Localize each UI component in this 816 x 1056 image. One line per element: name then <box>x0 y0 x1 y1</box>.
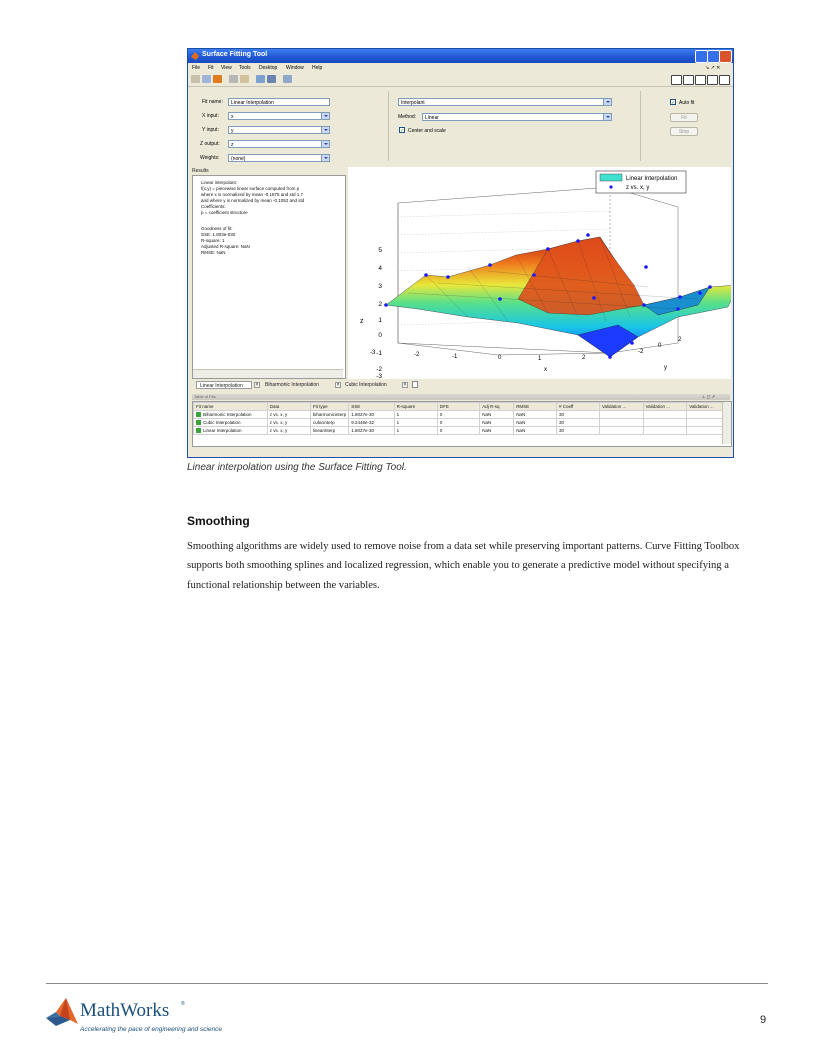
new-tab-icon[interactable] <box>412 381 418 388</box>
column-header[interactable]: Validation ... <box>643 403 687 411</box>
column-header[interactable]: # Coeff <box>556 403 599 411</box>
column-header[interactable]: Fit name <box>194 403 268 411</box>
center-scale-checkbox[interactable]: ✓ <box>400 128 405 134</box>
fit-status-icon <box>196 412 201 417</box>
table-cell: NaN <box>480 419 514 427</box>
y-input-select[interactable] <box>228 126 330 134</box>
results-line: where x is normalized by mean -0.1875 and std 1.7 <box>201 192 304 197</box>
results-line: Goodness of fit: <box>201 226 233 231</box>
chevron-down-icon <box>321 155 329 161</box>
method-select[interactable] <box>422 113 612 121</box>
column-header[interactable]: Validation ... <box>687 403 731 411</box>
x-tick: 1 <box>538 356 542 362</box>
auto-fit-label: Auto fit <box>679 100 695 106</box>
menu-file[interactable]: File <box>192 65 201 71</box>
y-axis-label: y <box>664 365 667 371</box>
table-of-fits-header <box>192 394 730 400</box>
matlab-app-icon <box>191 51 199 60</box>
fit-type-select[interactable] <box>398 98 612 106</box>
table-cell: biharmonicinterp <box>310 411 348 419</box>
fit-type-value: Interpolant <box>401 100 425 106</box>
table-cell: 1.8027e-30 <box>349 411 394 419</box>
table-cell: Cubic Interpolation <box>194 419 268 427</box>
undock-icon[interactable]: ↘ ↗ ✕ <box>705 65 721 71</box>
column-header[interactable]: Validation ... <box>599 403 643 411</box>
new-fit-icon[interactable] <box>191 75 200 83</box>
toolbar <box>188 73 733 87</box>
z-tick: 2 <box>378 301 382 308</box>
column-header[interactable]: RMSE <box>514 403 557 411</box>
weights-select[interactable] <box>228 154 330 162</box>
registered-mark: ® <box>181 1001 185 1007</box>
duplicate-fit-icon[interactable] <box>202 75 211 83</box>
table-header-row <box>194 403 731 411</box>
menu-desktop[interactable]: Desktop <box>259 65 278 71</box>
close-tab-icon[interactable]: × <box>403 382 407 388</box>
table-cell: 0 <box>437 427 479 435</box>
menu-tools[interactable]: Tools <box>239 65 251 71</box>
table-cell: 1 <box>394 427 437 435</box>
auto-fit-checkbox[interactable]: ✓ <box>671 100 676 106</box>
surface-fitting-tool-window <box>187 48 734 458</box>
results-line: and where y is normalized by mean -0.1052 and std <box>201 198 305 203</box>
legend-marker <box>609 185 612 188</box>
figure-caption: Linear interpolation using the Surface Fitting Tool. <box>187 462 407 473</box>
table-row[interactable] <box>194 419 731 427</box>
z-tick: 0 <box>378 332 382 339</box>
table-of-fits-title: Table of Fits <box>194 394 216 399</box>
tab-cubic-interpolation[interactable]: Cubic Interpolation <box>342 381 400 389</box>
z-tick: 1 <box>378 317 382 324</box>
weights-value: (none) <box>231 156 246 162</box>
z-tick: 3 <box>378 283 382 290</box>
z-tick: -3 <box>376 373 382 379</box>
results-line: Linear interpolant: <box>201 180 238 185</box>
surface-plot-icon[interactable] <box>213 75 222 83</box>
table-cell <box>599 427 643 435</box>
chevron-down-icon <box>603 114 611 120</box>
tile-columns-icon[interactable] <box>683 75 694 85</box>
x-tick: 0 <box>498 355 502 361</box>
chevron-down-icon <box>603 99 611 105</box>
x-input-value: x <box>231 114 234 120</box>
legend-swatch <box>600 174 622 181</box>
column-header[interactable]: Data <box>267 403 310 411</box>
z-tick: -1 <box>376 350 382 357</box>
table-cell: 1.8027e-30 <box>349 427 394 435</box>
z-tick: 5 <box>378 247 382 254</box>
column-header[interactable]: R-square <box>394 403 437 411</box>
fit-name-field[interactable]: Linear Interpolation <box>228 98 330 106</box>
plot-layout-icon[interactable] <box>256 75 265 83</box>
mathworks-logo-icon <box>46 998 78 1028</box>
menu-window[interactable]: Window <box>286 65 304 71</box>
results-line: f(x,y) = piecewise linear surface computed from p <box>201 186 300 191</box>
z-tick: -2 <box>376 366 382 373</box>
y-tick: -2 <box>638 349 644 355</box>
table-row[interactable] <box>194 411 731 419</box>
window-title: Surface Fitting Tool <box>202 51 268 58</box>
z-output-select[interactable] <box>228 140 330 148</box>
column-header[interactable]: Adj R-sq <box>480 403 514 411</box>
results-line: p = coefficient structure <box>201 210 248 215</box>
x-tick: -3 <box>370 350 376 356</box>
divider <box>388 91 389 161</box>
table-cell: NaN <box>514 427 557 435</box>
footer-rule <box>46 983 768 984</box>
table-cell <box>599 419 643 427</box>
body-paragraph: Smoothing algorithms are widely used to remove noise from a data set while preserving important patterns. Curve Fitting Toolbox supports both smoothing splines and localized regression, which enable you to generate a predictive model without specifying a functional relationship between the variables. <box>187 541 740 591</box>
column-header[interactable]: DFE <box>437 403 479 411</box>
menu-bar <box>188 64 733 73</box>
chevron-down-icon <box>321 141 329 147</box>
table-cell <box>643 419 687 427</box>
section-heading: Smoothing <box>187 514 250 528</box>
fit-settings-panel <box>188 87 733 165</box>
surface-plot <box>348 167 731 379</box>
page-number: 9 <box>760 1014 767 1026</box>
y-tick: 2 <box>678 337 682 343</box>
z-axis-label: z <box>360 318 364 325</box>
x-input-label: X input: <box>202 113 219 119</box>
fit-tabs <box>192 380 732 390</box>
results-title: Results <box>192 168 209 174</box>
table-cell: 9.2448e-32 <box>349 419 394 427</box>
stop-button[interactable]: Stop <box>670 127 698 136</box>
x-tick: 2 <box>582 355 586 361</box>
table-cell: NaN <box>480 427 514 435</box>
table-cell: linearinterp <box>310 427 348 435</box>
table-cell: Linear Interpolation <box>194 427 268 435</box>
weights-label: Weights: <box>200 155 220 161</box>
table-icon[interactable] <box>267 75 276 83</box>
method-value: Linear <box>425 115 439 121</box>
close-tab-icon[interactable]: × <box>336 382 340 388</box>
float-icon[interactable] <box>707 75 718 85</box>
column-header[interactable]: Fit type <box>310 403 348 411</box>
table-row[interactable] <box>194 427 731 435</box>
menu-fit[interactable]: Fit <box>208 65 214 71</box>
table-of-fits <box>192 401 732 447</box>
table-cell <box>599 411 643 419</box>
contour-icon[interactable] <box>240 75 249 83</box>
residuals-icon[interactable] <box>229 75 238 83</box>
table-cell: z vs. x, y <box>267 419 310 427</box>
legend-label-surface: Linear Interpolation <box>626 176 678 182</box>
table-cell: NaN <box>514 411 557 419</box>
x-axis-label: x <box>544 367 547 373</box>
table-cell: 1 <box>394 419 437 427</box>
legend-label-data: z vs. x, y <box>626 185 650 191</box>
table-cell: NaN <box>514 419 557 427</box>
table-cell: NaN <box>480 411 514 419</box>
fit-name-label: Fit name: <box>202 99 223 105</box>
title-bar <box>188 49 733 63</box>
method-label: Method: <box>398 114 417 120</box>
z-output-label: Z output: <box>200 141 220 147</box>
table-cell: 30 <box>556 427 599 435</box>
results-panel <box>192 175 346 379</box>
table-cell: cubicinterp <box>310 419 348 427</box>
tile-rows-icon[interactable] <box>695 75 706 85</box>
results-line: Coefficients: <box>201 204 226 209</box>
center-scale-label: Center and scale <box>408 128 446 134</box>
results-line: Adjusted R-square: NaN <box>201 244 250 249</box>
axis-limits-icon[interactable] <box>283 75 292 83</box>
z-tick: 4 <box>378 265 382 272</box>
x-tick: -2 <box>414 352 420 358</box>
y-tick: 0 <box>658 343 662 349</box>
table-cell <box>643 411 687 419</box>
table-cell: 1 <box>394 411 437 419</box>
fit-status-icon <box>196 420 201 425</box>
close-button[interactable] <box>719 50 732 63</box>
x-input-select[interactable] <box>228 112 330 120</box>
tab-biharmonic-interpolation[interactable]: Biharmonic Interpolation <box>262 381 334 389</box>
menu-view[interactable]: View <box>221 65 232 71</box>
y-input-value: y <box>231 128 234 134</box>
fit-button[interactable]: Fit <box>670 113 698 122</box>
results-line: R-square: 1 <box>201 238 225 243</box>
chevron-down-icon <box>321 127 329 133</box>
close-tab-icon[interactable]: × <box>255 382 259 388</box>
tagline: Accelerating the pace of engineering and science <box>80 1026 223 1033</box>
results-scrollbar[interactable] <box>193 369 343 378</box>
table-cell: Biharmonic Interpolation <box>194 411 268 419</box>
table-cell <box>643 427 687 435</box>
y-input-label: Y input: <box>202 127 219 133</box>
table-cell: 30 <box>556 411 599 419</box>
table-cell: 0 <box>437 411 479 419</box>
x-tick: -1 <box>452 354 458 360</box>
maximize-panel-icon[interactable] <box>719 75 730 85</box>
chevron-down-icon <box>321 113 329 119</box>
tab-linear-interpolation[interactable]: Linear Interpolation <box>196 381 252 389</box>
results-line: SSE: 1.803e-030 <box>201 232 236 237</box>
table-scrollbar[interactable] <box>722 402 731 444</box>
fit-status-icon <box>196 428 201 433</box>
results-line: RMSE: NaN <box>201 250 226 255</box>
table-cell: z vs. x, y <box>267 411 310 419</box>
fits-table <box>193 402 731 435</box>
column-header[interactable]: SSE <box>349 403 394 411</box>
surface-plot-svg <box>348 167 731 379</box>
divider <box>640 91 641 161</box>
tile-grid-icon[interactable] <box>671 75 682 85</box>
table-cell: z vs. x, y <box>267 427 310 435</box>
z-output-value: z <box>231 142 234 148</box>
table-cell: 0 <box>437 419 479 427</box>
menu-help[interactable]: Help <box>312 65 323 71</box>
mathworks-logo-text: MathWorks <box>80 1000 170 1021</box>
panel-controls-icon[interactable]: ⊥ ▢ ↗ <box>702 394 715 399</box>
table-cell: 30 <box>556 419 599 427</box>
